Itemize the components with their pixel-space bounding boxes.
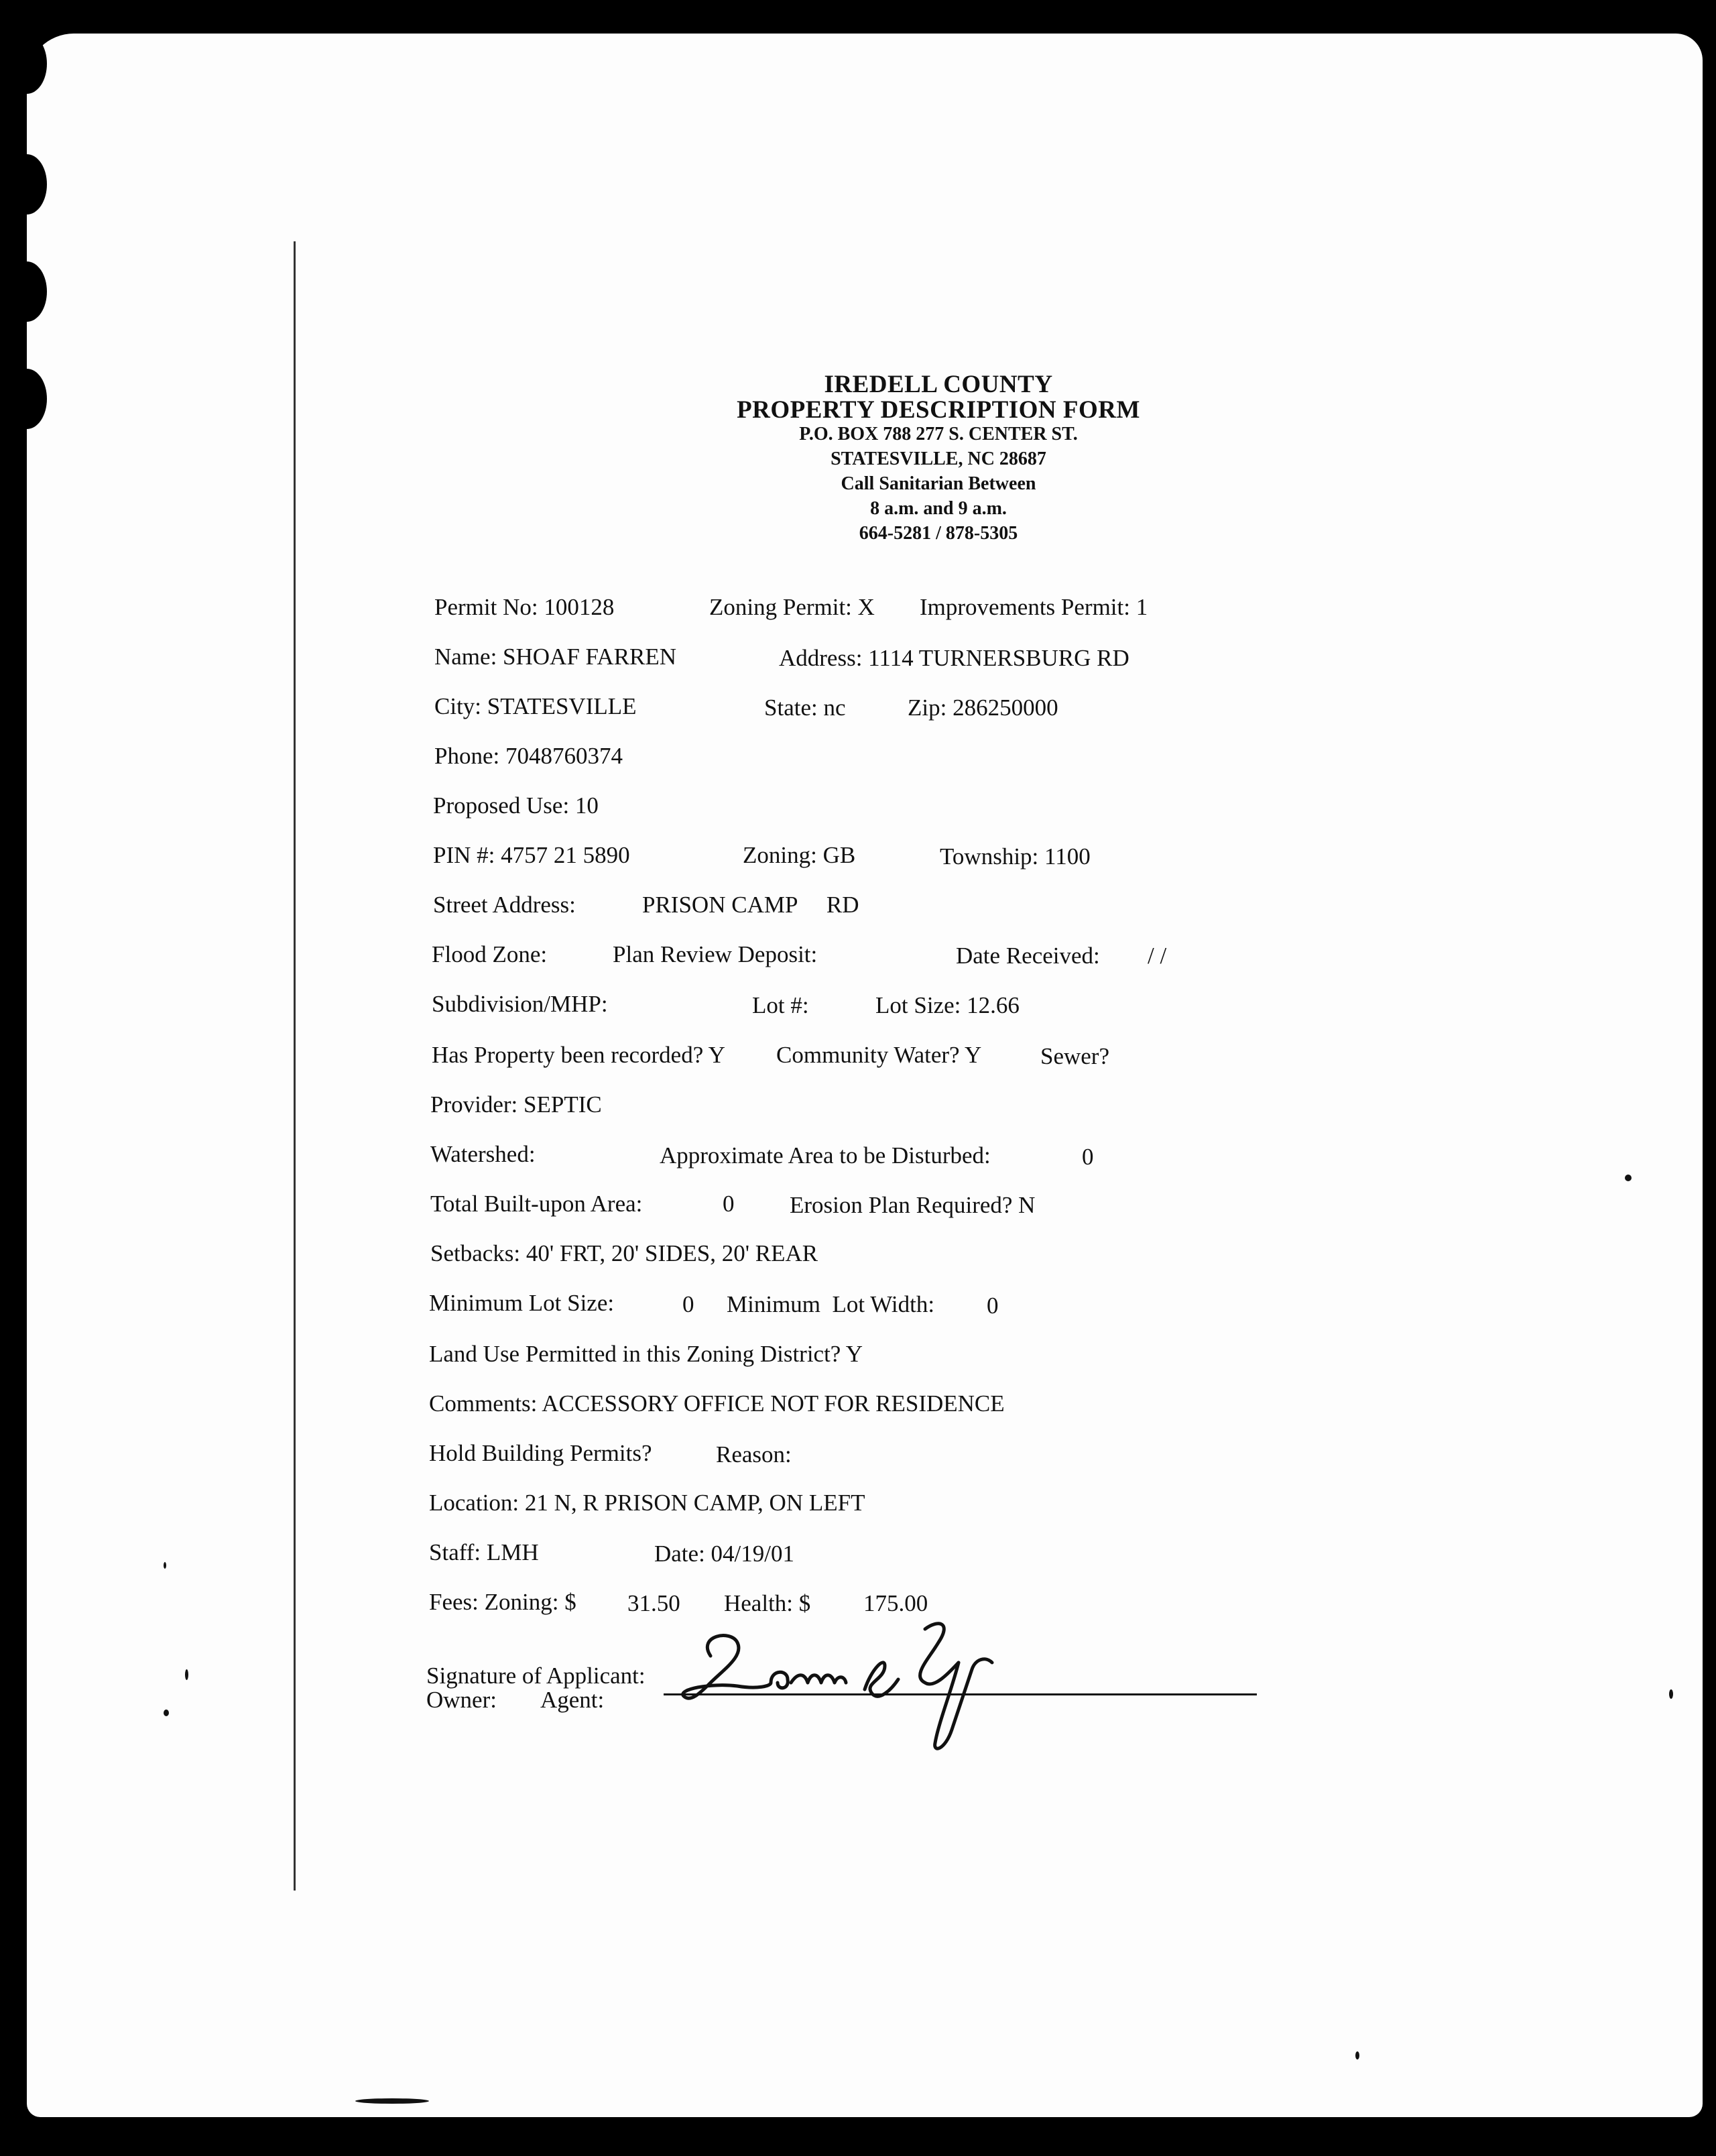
form-title: PROPERTY DESCRIPTION FORM <box>737 396 1140 424</box>
scan-speck <box>164 1562 166 1569</box>
applicant-zip: Zip: 286250000 <box>908 695 1058 721</box>
provider: Provider: SEPTIC <box>430 1091 602 1118</box>
street-address-label: Street Address: <box>433 892 576 918</box>
signature-label: Signature of Applicant: <box>426 1663 646 1689</box>
document-page <box>27 34 1703 2117</box>
punch-hole <box>7 261 47 322</box>
applicant-address: Address: 1114 TURNERSBURG RD <box>779 645 1129 671</box>
watershed: Watershed: <box>430 1141 536 1167</box>
owner-label: Owner: <box>426 1687 497 1713</box>
call-sanitarian: Call Sanitarian Between <box>841 473 1036 494</box>
reason: Reason: <box>716 1441 792 1468</box>
margin-line <box>294 241 296 1891</box>
sewer: Sewer? <box>1040 1043 1110 1069</box>
comments: Comments: ACCESSORY OFFICE NOT FOR RESIDENCE <box>429 1390 1005 1417</box>
phone-numbers: 664-5281 / 878-5305 <box>859 523 1018 544</box>
scan-speck <box>1355 2051 1359 2059</box>
fees-zoning: Fees: Zoning: $ <box>429 1589 576 1615</box>
improvements-permit: Improvements Permit: 1 <box>920 594 1148 620</box>
plan-review-deposit: Plan Review Deposit: <box>613 941 818 967</box>
county-title: IREDELL COUNTY <box>824 371 1053 398</box>
community-water: Community Water? Y <box>776 1042 982 1068</box>
lot-number: Lot #: <box>752 992 809 1018</box>
staff: Staff: LMH <box>429 1539 539 1565</box>
date-received: Date Received: <box>956 943 1100 969</box>
scan-speck <box>355 2098 429 2104</box>
flood-zone: Flood Zone: <box>432 941 548 967</box>
scan-speck <box>1669 1689 1673 1699</box>
scan-speck <box>185 1669 188 1680</box>
area-disturbed-value: 0 <box>1082 1144 1094 1170</box>
applicant-phone: Phone: 7048760374 <box>434 743 623 769</box>
township: Township: 1100 <box>940 843 1091 870</box>
call-hours: 8 a.m. and 9 a.m. <box>870 498 1007 519</box>
min-lot-size: Minimum Lot Size: <box>429 1290 615 1316</box>
scan-speck <box>1625 1175 1632 1181</box>
min-lot-size-value: 0 <box>682 1291 694 1317</box>
fees-zoning-value: 31.50 <box>627 1590 680 1616</box>
applicant-city: City: STATESVILLE <box>434 693 637 719</box>
erosion-plan: Erosion Plan Required? N <box>790 1192 1036 1218</box>
location: Location: 21 N, R PRISON CAMP, ON LEFT <box>429 1490 865 1516</box>
total-built-upon: Total Built-upon Area: <box>430 1191 643 1217</box>
permit-no: Permit No: 100128 <box>434 594 615 620</box>
applicant-name: Name: SHOAF FARREN <box>434 644 677 670</box>
agent-label: Agent: <box>540 1687 605 1713</box>
property-recorded: Has Property been recorded? Y <box>432 1042 725 1068</box>
zoning: Zoning: GB <box>743 842 856 868</box>
punch-hole <box>7 154 47 215</box>
city-state: STATESVILLE, NC 28687 <box>831 448 1046 469</box>
date-received-value: / / <box>1148 943 1167 969</box>
hold-building-permits: Hold Building Permits? <box>429 1440 652 1466</box>
land-use-permitted: Land Use Permitted in this Zoning District? Y <box>429 1341 863 1367</box>
total-built-upon-value: 0 <box>723 1191 735 1217</box>
po-box: P.O. BOX 788 277 S. CENTER ST. <box>799 424 1078 444</box>
scan-speck <box>164 1710 169 1716</box>
punch-hole <box>7 369 47 429</box>
fees-health-value: 175.00 <box>863 1590 928 1616</box>
street-address-value: PRISON CAMP RD <box>642 892 859 918</box>
fees-health: Health: $ <box>724 1590 811 1616</box>
setbacks: Setbacks: 40' FRT, 20' SIDES, 20' REAR <box>430 1240 818 1266</box>
applicant-signature <box>670 1616 1046 1756</box>
min-lot-width-value: 0 <box>987 1293 999 1319</box>
punch-hole <box>7 34 47 94</box>
date: Date: 04/19/01 <box>654 1541 794 1567</box>
zoning-permit: Zoning Permit: X <box>709 594 875 620</box>
min-lot-width: Minimum Lot Width: <box>727 1291 935 1317</box>
proposed-use: Proposed Use: 10 <box>433 792 599 819</box>
applicant-state: State: nc <box>764 695 846 721</box>
subdivision: Subdivision/MHP: <box>432 991 608 1017</box>
pin-number: PIN #: 4757 21 5890 <box>433 842 630 868</box>
area-disturbed: Approximate Area to be Disturbed: <box>660 1142 991 1169</box>
lot-size: Lot Size: 12.66 <box>875 992 1020 1018</box>
